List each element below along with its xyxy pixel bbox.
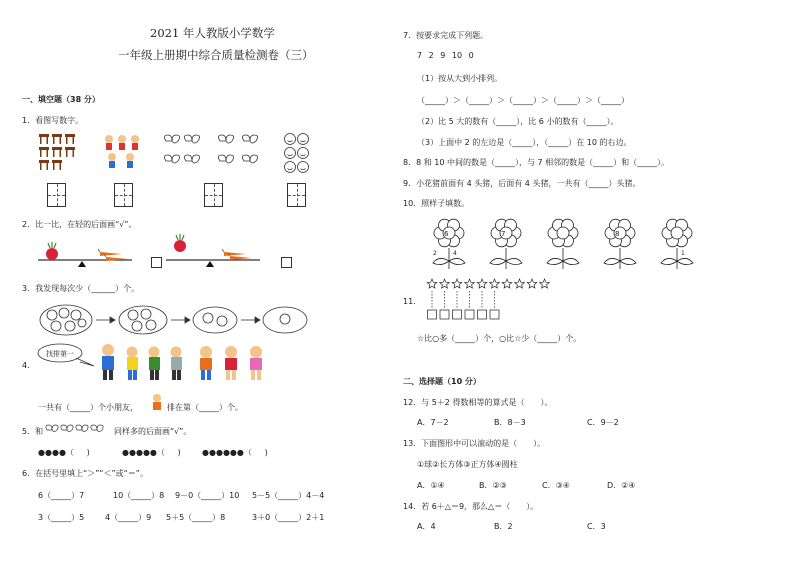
q14-option-b[interactable]: B．2	[494, 522, 513, 531]
q5-option-2[interactable]	[122, 447, 181, 458]
check-box-scale-2[interactable]	[281, 257, 292, 268]
q5-option-3[interactable]	[202, 447, 268, 458]
star-shape	[540, 279, 550, 288]
stars-circles-picture	[427, 278, 562, 324]
number-flowers	[419, 213, 709, 271]
q7-numbers: 7 2 9 10 0	[417, 51, 474, 60]
star-shape	[502, 279, 512, 288]
q14-text: 14．若 6＋△＝9，那么△＝（ ）。	[403, 502, 539, 511]
q7-1-blanks[interactable]: （_____）＞（_____）＞（_____）＞（_____）＞（_____）	[417, 96, 629, 105]
flower-center	[671, 227, 683, 239]
q13-option-d[interactable]: D．②④	[607, 481, 636, 490]
children-picture	[102, 133, 147, 173]
flower-center	[557, 227, 569, 239]
q7-3-text[interactable]: （3）上面中 2 的左边是（_____），（_____）在 10 的右边。	[417, 138, 632, 147]
q13-option-a[interactable]: A．①④	[417, 481, 445, 490]
apple-plates-picture	[38, 301, 338, 339]
balance-scale-2	[166, 234, 271, 274]
q10-text: 10．照样子填数。	[403, 199, 470, 208]
star-shape	[527, 279, 537, 288]
q14-option-a[interactable]: A．4	[417, 522, 436, 531]
q12-text: 12．与 5＋2 得数相等的算式是（ ）。	[403, 398, 553, 407]
q4-text-b: 排在第（_____）个。	[167, 403, 243, 412]
star-shape	[440, 279, 450, 288]
q5-option-1-close: )	[86, 448, 90, 457]
children-line-picture	[96, 342, 271, 384]
star-shape	[515, 279, 525, 288]
answer-box-stools[interactable]	[47, 183, 66, 207]
flower-stem	[661, 248, 693, 269]
q13-option-c[interactable]: C．③④	[542, 481, 570, 490]
child-icon	[150, 393, 164, 413]
star-shape	[427, 279, 437, 288]
q4-text-a: 一共有（_____）个小朋友，	[38, 403, 138, 412]
q5-option-1-label: ●●●●（	[38, 448, 74, 457]
star-shape	[465, 279, 475, 288]
butterflies-row	[44, 422, 106, 438]
flower-stem	[490, 248, 522, 269]
q5-option-2-close: )	[177, 448, 181, 457]
flower-1-leaf-right: 4	[453, 250, 457, 257]
flower-2-center: 7	[501, 230, 506, 238]
q14-option-c[interactable]: C．3	[587, 522, 606, 531]
q9-text[interactable]: 9．小花猪前面有 4 头猪，后面有 4 头猪，一共有（_____）头猪。	[403, 179, 641, 188]
q6-r1-c4[interactable]: 5－5（_____）4－4	[252, 491, 325, 500]
q13-option-b[interactable]: B．②③	[479, 481, 507, 490]
q5-option-2-label: ●●●●●（	[122, 448, 165, 457]
q5-text: 同样多的后面画“√”。	[114, 427, 192, 436]
q6-r1-c1[interactable]: 6（_____）7	[38, 491, 85, 500]
q1-text: 1．看图写数字。	[22, 116, 84, 125]
balance-scale-1	[38, 234, 143, 274]
flower-1-center: 6	[444, 230, 449, 238]
circle-placeholder-square	[428, 310, 437, 319]
circle-placeholder-square	[440, 310, 449, 319]
title-line1: 2021 年人教版小学数学	[150, 26, 275, 40]
q6-r2-c3[interactable]: 5＋5（_____）8	[166, 513, 226, 522]
q5-option-1[interactable]	[38, 447, 90, 458]
star-shape	[490, 279, 500, 288]
q8-text[interactable]: 8．8 和 10 中间的数是（_____），与 7 相邻的数是（_____）和（_____）。	[403, 158, 670, 167]
q7-2-text[interactable]: （2）比 5 大的数有（_____），比 6 小的数有（_____）。	[417, 117, 619, 126]
check-box-scale-1[interactable]	[151, 257, 162, 268]
circle-placeholder-square	[453, 310, 462, 319]
q6-r2-c4[interactable]: 3＋0（_____）2＋1	[252, 513, 325, 522]
flower-4-center: 8	[615, 230, 620, 238]
answer-box-faces[interactable]	[287, 183, 306, 207]
speech-bubble-text: 找排第一	[46, 350, 74, 358]
answer-box-butterflies[interactable]	[204, 183, 223, 207]
section2-heading: 二、选择题（10 分）	[403, 377, 481, 386]
flower-stem	[547, 248, 579, 269]
q6-r1-c2[interactable]: 10（_____）8	[113, 491, 165, 500]
star-shape	[477, 279, 487, 288]
q2-text: 2．比一比，在轻的后面画“√”。	[22, 220, 137, 229]
q12-option-a[interactable]: A．7－2	[417, 418, 449, 427]
q6-r1-c3[interactable]: 9－0（_____）10	[175, 491, 240, 500]
q12-option-c[interactable]: C．9－2	[587, 418, 619, 427]
smiley-faces-picture	[283, 132, 311, 177]
q5-option-3-label: ●●●●●●（	[202, 448, 252, 457]
flower-5-leaf-right: 1	[681, 250, 685, 257]
q5-option-3-close: )	[264, 448, 268, 457]
butterflies-picture	[162, 133, 262, 173]
circle-placeholder-square	[490, 310, 499, 319]
q3-text: 3．我发现每次少（______）个。	[22, 284, 140, 293]
flower-1-leaf-left: 2	[433, 250, 437, 257]
q7-text: 7．按要求完成下列题。	[403, 31, 489, 40]
circle-placeholder-square	[465, 310, 474, 319]
star-shape	[452, 279, 462, 288]
q6-text: 6．在括号里填上“＞”“＜”或“＝”。	[22, 469, 148, 478]
title-line2: 一年级上册期中综合质量检测卷（三）	[118, 48, 314, 62]
q13-sub: ①球②长方体③正方体④圆柱	[417, 460, 518, 469]
q4-label: 4．	[22, 361, 36, 370]
section1-heading: 一、填空题（38 分）	[22, 95, 100, 104]
circle-placeholder-square	[478, 310, 487, 319]
q6-r2-c2[interactable]: 4（_____）9	[105, 513, 152, 522]
q5-label: 5．和	[22, 427, 44, 436]
flower-stem	[604, 248, 636, 269]
answer-box-children[interactable]	[114, 183, 133, 207]
q13-text: 13．下面图形中可以滚动的是（ ）。	[403, 439, 546, 448]
q11-text[interactable]: ☆比○多（_____）个，○比☆少（_____）个。	[417, 334, 582, 343]
stools-picture	[38, 133, 83, 173]
flower-stem	[433, 248, 465, 269]
q6-r2-c1[interactable]: 3（_____）5	[38, 513, 85, 522]
q11-label: 11．	[403, 297, 422, 306]
q12-option-b[interactable]: B．8－3	[494, 418, 526, 427]
q7-1-text: （1）按从大到小排列。	[417, 74, 503, 83]
